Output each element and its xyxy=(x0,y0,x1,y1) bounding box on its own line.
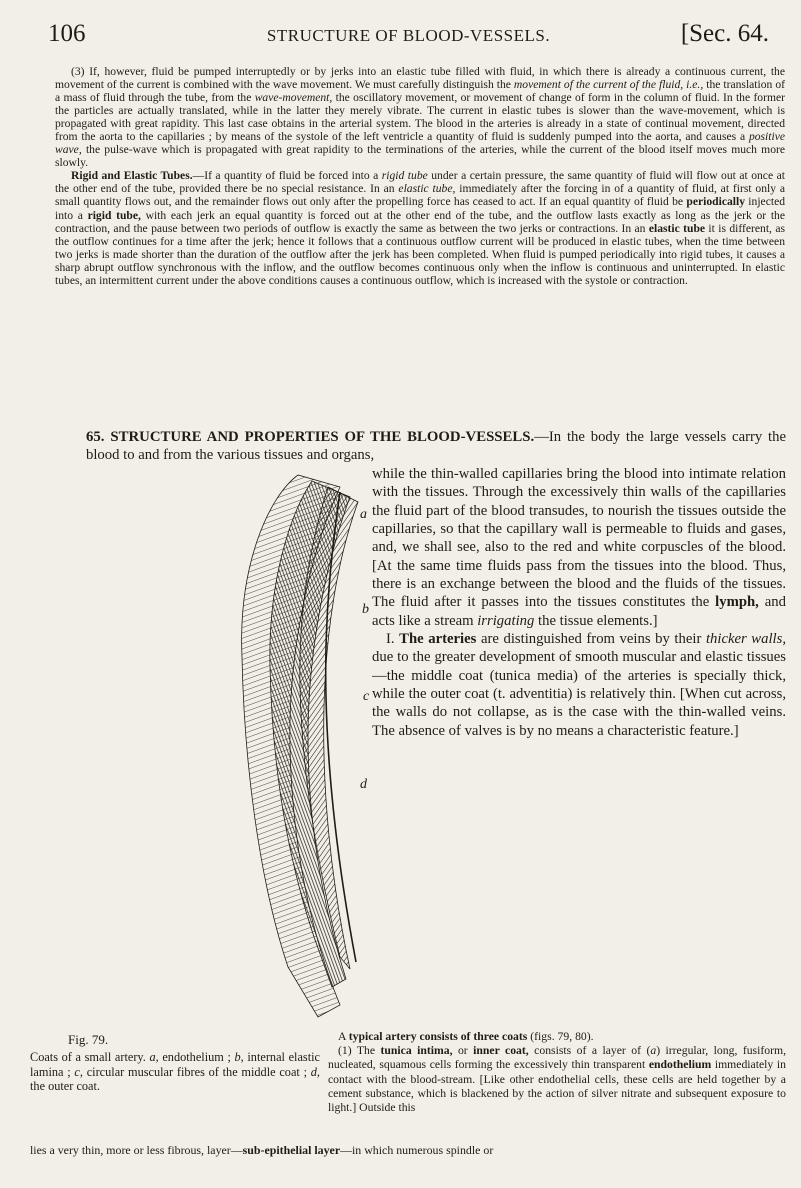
paragraph-rigid-elastic: Rigid and Elastic Tubes.—If a quantity of fluid be forced into a rigid tube under a certain pressure, the same quantity of fluid will flow out at once at the other end of the tube, provided there be no special resistance. In an elastic tube, immediately after the forcing in of a quantity of fluid, at first only a small quantity flows out, and the remainder flows out only after the propelling force has ceased to act. If an equal quantity of fluid be periodically injected into a rigid tube, with each jerk an equal quantity is forced out at the other end of the tube, and the outflow lasts exactly as long as the jerk or the contraction, and the pause between two periods of outflow is exactly the same as between the two jerks or contractions. In an elastic tube it is different, as the outflow continues for a time after the jerk; hence it follows that a continuous outflow current will be produced in elastic tubes, when the time between two jerks is made shorter than the duration of the outflow after the jerk has been completed. When fluid is pumped periodically into rigid tubes, it causes a sharp abrupt outflow synchronous with the inflow, and the outflow becomes continuous only when the inflow is continuous and uninterrupted. In elastic tubes, an intermittent current under the above conditions causes a continuous outflow, which is increased with the systole or contraction. xyxy=(55,169,786,287)
last-line: lies a very thin, more or less fibrous, layer—sub-epithelial layer—in which numerous spindle or xyxy=(30,1143,494,1157)
artery-illustration xyxy=(228,457,373,1032)
paragraph-tunica-intima: (1) The tunica intima, or inner coat, consists of a layer of (a) irregular, long, fusiform, nucleated, squamous cells forming the excessively thin transparent endothelium immediately in contact with the blood-stream. [Like other endothelial cells, these cells are held together by a cement substance, which is blackened by the action of silver nitrate and subsequent exposure to light.] Outside this xyxy=(328,1044,786,1115)
figure-number: Fig. 79. xyxy=(68,1032,109,1047)
rigid-elastic-heading: Rigid and Elastic Tubes. xyxy=(71,169,193,183)
figure-label-c: c xyxy=(363,689,370,704)
figure-label-a: a xyxy=(360,507,367,522)
figure-label-d: d xyxy=(360,777,367,792)
figure-label-b: b xyxy=(362,602,369,617)
paragraph-arteries: I. The arteries are distinguished from veins by their thicker walls, due to the greater development of smooth muscular and elastic tissues—the middle coat (tunica media) of the arteries is specially thick, while the outer coat (t. adventitia) is relatively thin. [When cut across, the walls do not collapse, as is the case with the thin-walled veins. The absence of valves is by no means a characteristic feature.] xyxy=(372,631,786,739)
page-number: 106 xyxy=(48,20,86,47)
section-heading-text: 65. STRUCTURE AND PROPERTIES OF THE BLOOD-VESSELS. xyxy=(86,429,535,445)
running-title: STRUCTURE OF BLOOD-VESSELS. xyxy=(266,26,551,45)
small-text-right xyxy=(328,1030,786,1115)
top-text-block xyxy=(55,65,785,287)
section-tag: [Sec. 64. xyxy=(680,20,769,47)
section-65-heading: 65. STRUCTURE AND PROPERTIES OF THE BLOOD-VESSELS.—In the body the large vessels carry the blood to and from the various tissues and organs, xyxy=(86,429,786,464)
figure-caption: Coats of a small artery. a, endothelium ; b, internal elastic lamina ; c, circular muscular fibres of the middle coat ; d, the outer coat. xyxy=(30,1050,320,1094)
right-column xyxy=(372,465,786,740)
paragraph-capillaries: while the thin-walled capillaries bring the blood into intimate relation with the tissues. Through the excessively thin walls of the capillaries the fluid part of the blood transudes, to nourish the tissues outside the capillaries, so that the capillary wall is permeable to fluids and gases, and, we shall see, also to the red and white corpuscles of the blood. [At the same time fluids pass from the tissues into the blood. Thus, there is an exchange between the blood and the fluids of the tissues. The fluid after it passes into the tissues constitutes the lymph, and acts like a stream irrigating the tissue elements.] xyxy=(372,466,786,629)
figure-79 xyxy=(228,457,373,1032)
paragraph-wave-movement: (3) If, however, fluid be pumped interruptedly or by jerks into an elastic tube filled with fluid, in which there is already a continuous current, the movement of the current is combined with the wave movement. We must carefully distinguish the movement of the current of the fluid, i.e., the translation of a mass of fluid through the tube, from the wave-movement, the oscillatory movement, or movement of change of form in the column of fluid. In the former the particles are actually translated, while in the latter they merely vibrate. The current in elastic tubes is slower than the wave-movement, which is propagated with great rapidity. This last case obtains in the arterial system. The blood in the arteries is already in a state of continual movement, directed from the aorta to the capillaries ; by means of the systole of the left ventricle a quantity of fluid is suddenly pumped into the aorta, and causes a positive wave, the pulse-wave which is propagated with great rapidity to the terminations of the arteries, while the current of the blood itself moves much more slowly. xyxy=(55,65,786,170)
paragraph-typical-artery: A typical artery consists of three coats (figs. 79, 80). xyxy=(338,1030,594,1043)
page-header xyxy=(48,20,769,56)
